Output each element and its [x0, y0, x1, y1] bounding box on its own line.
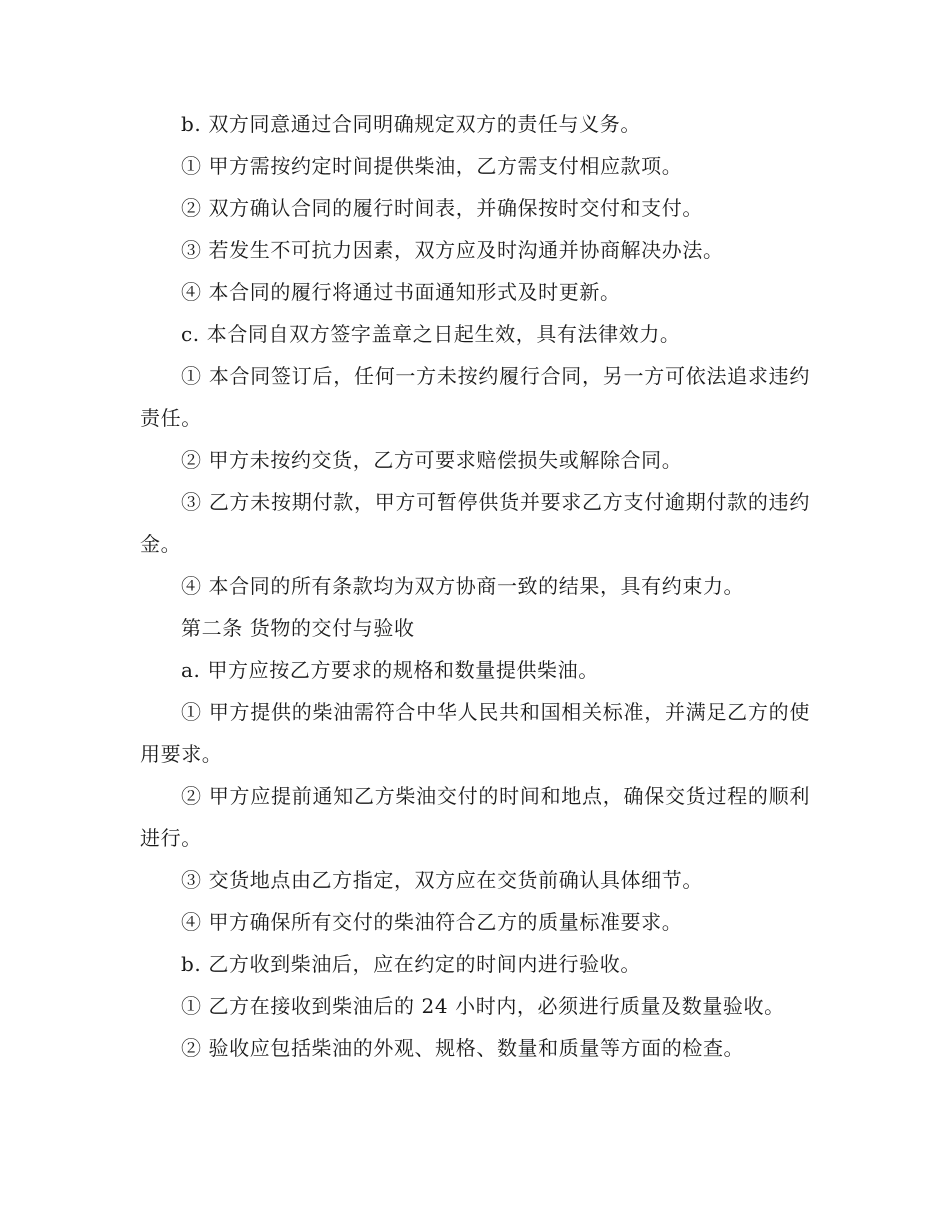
- clause-item-1: ① 乙方在接收到柴油后的 24 小时内，必须进行质量及数量验收。: [181, 994, 785, 1018]
- clause-item-1: ① 甲方需按约定时间提供柴油，乙方需支付相应款项。: [181, 154, 683, 178]
- clause-item-3: ③ 若发生不可抗力因素，双方应及时沟通并协商解决办法。: [181, 238, 724, 262]
- clause-c-effectiveness: c. 本合同自双方签字盖章之日起生效，具有法律效力。: [181, 322, 681, 346]
- clause-item-1: ① 甲方提供的柴油需符合中华人民共和国相关标准，并满足乙方的使用要求。: [140, 700, 810, 766]
- clause-item-3: ③ 交货地点由乙方指定，双方应在交货前确认具体细节。: [181, 868, 703, 892]
- clause-item-2: ② 验收应包括柴油的外观、规格、数量和质量等方面的检查。: [181, 1036, 745, 1060]
- clause-item-2: ② 双方确认合同的履行时间表，并确保按时交付和支付。: [181, 196, 703, 220]
- clause-item-1: ① 本合同签订后，任何一方未按约履行合同，另一方可依法追求违约责任。: [140, 364, 810, 430]
- clause-item-3: ③ 乙方未按期付款，甲方可暂停供货并要求乙方支付逾期付款的违约金。: [140, 490, 810, 556]
- clause-item-4: ④ 本合同的履行将通过书面通知形式及时更新。: [181, 280, 621, 304]
- article-2-heading: 第二条 货物的交付与验收: [181, 616, 415, 640]
- clause-item-4: ④ 甲方确保所有交付的柴油符合乙方的质量标准要求。: [181, 910, 683, 934]
- clause-item-4: ④ 本合同的所有条款均为双方协商一致的结果，具有约束力。: [181, 574, 745, 598]
- clause-a-supply: a. 甲方应按乙方要求的规格和数量提供柴油。: [181, 658, 599, 682]
- clause-b-acceptance: b. 乙方收到柴油后，应在约定的时间内进行验收。: [181, 952, 641, 976]
- clause-item-2: ② 甲方未按约交货，乙方可要求赔偿损失或解除合同。: [181, 448, 683, 472]
- document-body: [140, 103, 810, 1069]
- clause-item-2: ② 甲方应提前通知乙方柴油交付的时间和地点，确保交货过程的顺利进行。: [140, 784, 810, 850]
- clause-b-responsibilities: b. 双方同意通过合同明确规定双方的责任与义务。: [181, 112, 641, 136]
